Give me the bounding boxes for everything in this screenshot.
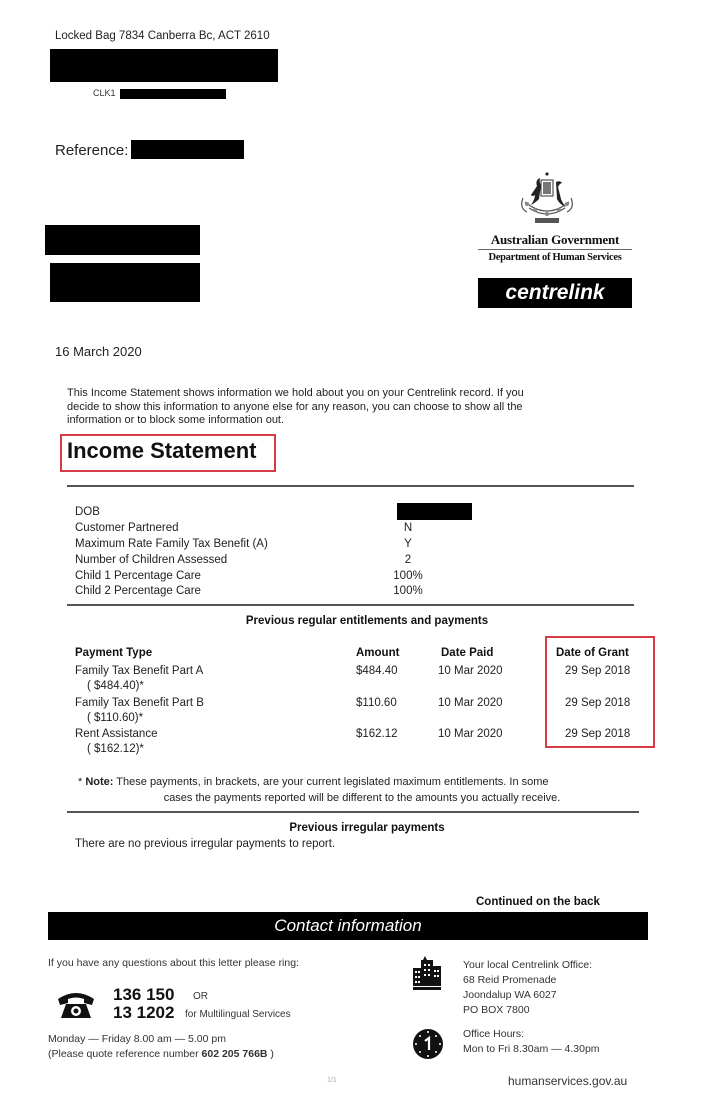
phone-multilingual[interactable]: 13 1202 (113, 1003, 175, 1022)
phone-main[interactable]: 136 150 (113, 985, 175, 1004)
continued-on-back: Continued on the back (476, 896, 600, 908)
row-date-paid: 10 Mar 2020 (438, 728, 503, 740)
telephone-icon (55, 990, 97, 1022)
irregular-payments-text: There are no previous irregular payments to report. (75, 838, 336, 850)
office-label: Your local Centrelink Office: (463, 959, 592, 971)
return-address: Locked Bag 7834 Canberra Bc, ACT 2610 (55, 30, 270, 42)
regular-payments-heading: Previous regular entitlements and payments (245, 615, 489, 627)
row-amount: $110.60 (356, 697, 397, 709)
note-text-1: These payments, in brackets, are your current legislated maximum entitlements. In some (113, 776, 549, 788)
row-date-paid: 10 Mar 2020 (438, 665, 503, 677)
reference-number: 602 205 766B (201, 1048, 268, 1060)
page-marker: 1/1 (327, 1077, 337, 1084)
col-date-of-grant: Date of Grant (556, 647, 629, 659)
divider (67, 811, 639, 813)
info-label-partnered: Customer Partnered (75, 522, 179, 534)
row-date-of-grant: 29 Sep 2018 (565, 665, 631, 677)
website-link[interactable]: humanservices.gov.au (508, 1074, 628, 1088)
page-title: Income Statement (67, 438, 257, 463)
contact-intro: If you have any questions about this letter please ring: (48, 957, 299, 969)
info-value-child2-care: 100% (393, 585, 423, 597)
info-value-child1-care: 100% (393, 570, 423, 582)
office-address-line: PO BOX 7800 (463, 1004, 530, 1016)
info-value-max-rate: Y (404, 538, 412, 550)
quote-prefix: (Please quote reference number (48, 1048, 202, 1060)
info-value-children: 2 (404, 554, 412, 566)
col-payment-type: Payment Type (75, 647, 153, 659)
multilingual-label: for Multilingual Services (185, 1009, 291, 1020)
row-payment-type: Rent Assistance (75, 728, 158, 740)
note-label: Note: (85, 776, 114, 788)
reference-label: Reference: (55, 142, 129, 159)
redacted-name (50, 49, 278, 82)
row-payment-type: Family Tax Benefit Part B (75, 697, 204, 709)
redacted-dob (397, 503, 472, 520)
office-hours-label: Office Hours: (463, 1028, 525, 1040)
row-date-of-grant: 29 Sep 2018 (565, 728, 631, 740)
or-label: OR (193, 991, 208, 1002)
intro-line: This Income Statement shows information we hold about you on your Centrelink record. If you (67, 387, 524, 399)
row-date-paid: 10 Mar 2020 (438, 697, 503, 709)
gov-title: Australian Government (490, 232, 620, 247)
row-max-entitlement: ( $484.40)* (87, 680, 144, 692)
office-info (463, 958, 592, 1018)
redacted-clk (120, 89, 226, 99)
irregular-payments-heading: Previous irregular payments (289, 822, 445, 834)
info-label-max-rate: Maximum Rate Family Tax Benefit (A) (75, 538, 268, 550)
centrelink-logo: centrelink (478, 278, 632, 308)
row-amount: $162.12 (356, 728, 398, 740)
logo-divider (478, 249, 632, 250)
note (78, 776, 648, 788)
col-date-paid: Date Paid (441, 647, 494, 659)
clock-icon (412, 1028, 444, 1060)
contact-heading: Contact information (48, 912, 648, 940)
row-max-entitlement: ( $110.60)* (87, 712, 144, 724)
info-label-children: Number of Children Assessed (75, 554, 228, 566)
intro-line: information or to block some information out. (67, 414, 285, 426)
row-amount: $484.40 (356, 665, 398, 677)
office-address-line: Joondalup WA 6027 (463, 989, 557, 1001)
clk-code: CLK1 (93, 88, 116, 98)
redacted-address-line2 (50, 263, 200, 302)
letter-date: 16 March 2020 (55, 344, 142, 359)
note-text-2: cases the payments reported will be different to the amounts you actually receive. (163, 792, 561, 804)
department-name: Department of Human Services (488, 252, 622, 263)
divider (67, 485, 634, 487)
reference-quote (48, 1048, 274, 1060)
intro-paragraph (67, 387, 647, 428)
info-label-child2-care: Child 2 Percentage Care (75, 585, 201, 597)
office-hours-block (463, 1027, 600, 1057)
col-amount: Amount (356, 647, 400, 659)
coat-of-arms-icon (515, 172, 579, 232)
info-label-child1-care: Child 1 Percentage Care (75, 570, 201, 582)
redacted-address-line1 (45, 225, 200, 255)
office-building-icon (411, 956, 443, 990)
row-payment-type: Family Tax Benefit Part A (75, 665, 204, 677)
redacted-reference (131, 140, 244, 159)
intro-line: decide to show this information to anyone else for any reason, you can choose to show all the (67, 400, 523, 413)
row-date-of-grant: 29 Sep 2018 (565, 697, 631, 709)
note-asterisk: * (78, 776, 86, 788)
row-max-entitlement: ( $162.12)* (87, 743, 144, 755)
phone-hours: Monday — Friday 8.00 am — 5.00 pm (48, 1033, 226, 1045)
office-hours: Mon to Fri 8.30am — 4.30pm (463, 1043, 600, 1055)
office-address-line: 68 Reid Promenade (463, 974, 557, 986)
info-label-dob: DOB (75, 506, 100, 518)
info-value-partnered: N (403, 522, 413, 534)
quote-suffix: ) (267, 1048, 274, 1060)
divider (67, 604, 634, 606)
